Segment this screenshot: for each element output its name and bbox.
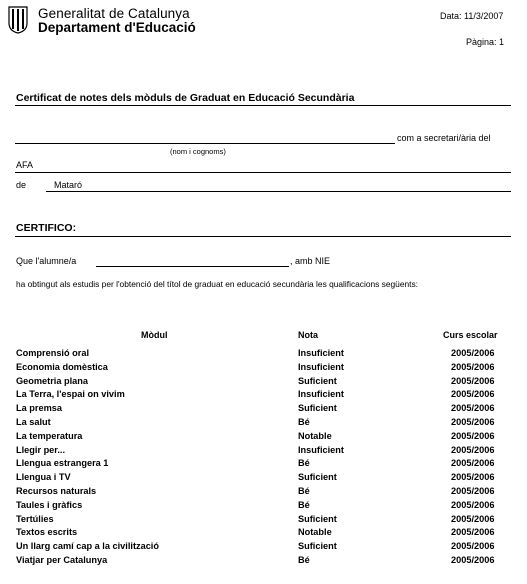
table-row <box>0 472 527 486</box>
table-row <box>0 403 527 417</box>
grade-value: Insuficient <box>298 361 344 372</box>
table-row <box>0 417 527 431</box>
school-year: 2005/2006 <box>451 472 495 483</box>
school-year: 2005/2006 <box>451 499 495 510</box>
module-name: Comprensió oral <box>16 348 90 358</box>
column-header-year: Curs escolar <box>443 330 498 340</box>
entity-name: AFA <box>16 160 34 170</box>
module-name: Recursos naturals <box>16 486 97 496</box>
column-header-grade: Nota <box>298 330 318 340</box>
name-hint: (nom i cognoms) <box>170 147 226 156</box>
module-name: Llengua i TV <box>16 472 71 483</box>
title-divider <box>15 105 511 106</box>
table-row <box>0 445 527 459</box>
table-row <box>0 527 527 541</box>
table-row <box>0 514 527 528</box>
school-year: 2005/2006 <box>451 361 495 372</box>
table-row <box>0 458 527 472</box>
table-row <box>0 348 527 362</box>
module-name: Llengua estrangera 1 <box>16 458 109 469</box>
school-year: 2005/2006 <box>451 348 495 358</box>
student-name-line <box>96 266 289 267</box>
school-year: 2005/2006 <box>451 375 495 386</box>
grade-value: Suficient <box>298 541 337 552</box>
module-name: Geometria plana <box>16 375 88 386</box>
department-name: Departament d'Educació <box>38 20 196 35</box>
table-row <box>0 541 527 555</box>
table-row <box>0 555 527 569</box>
table-row <box>0 486 527 500</box>
grade-value: Notable <box>298 527 332 538</box>
module-name: La temperatura <box>16 430 83 441</box>
school-year: 2005/2006 <box>451 403 495 414</box>
grade-value: Bé <box>298 555 310 565</box>
grade-value: Insuficient <box>298 444 344 455</box>
document-date: Data: 11/3/2007 <box>440 11 504 21</box>
module-name: Tertúlies <box>16 513 54 524</box>
town-line <box>46 191 511 192</box>
grade-value: Bé <box>298 486 310 496</box>
org-name: Generalitat de Catalunya <box>38 6 190 21</box>
column-header-module: Mòdul <box>141 330 168 340</box>
grade-value: Insuficient <box>298 389 344 400</box>
school-year: 2005/2006 <box>451 541 495 552</box>
module-name: Un llarg camí cap a la civilització <box>16 541 159 552</box>
school-year: 2005/2006 <box>451 444 495 455</box>
table-row <box>0 500 527 514</box>
table-row <box>0 376 527 390</box>
grade-value: Insuficient <box>298 348 344 358</box>
entity-line <box>15 172 511 173</box>
grade-value: Notable <box>298 430 332 441</box>
student-label: Que l'alumne/a <box>16 256 77 266</box>
module-name: Llegir per... <box>16 444 66 455</box>
school-year: 2005/2006 <box>451 555 495 565</box>
statement-text: ha obtingut als estudis per l'obtenció del títol de graduat en educació secundària les qualificacions següents: <box>16 279 418 289</box>
school-year: 2005/2006 <box>451 527 495 538</box>
grade-value: Suficient <box>298 403 337 414</box>
module-name: La premsa <box>16 403 62 414</box>
certify-divider <box>15 236 511 237</box>
module-name: Textos escrits <box>16 527 78 538</box>
secretary-name-line <box>15 143 395 144</box>
nie-redacted-mark <box>372 260 430 266</box>
grade-value: Bé <box>298 499 310 510</box>
town-name: Mataró <box>54 180 83 190</box>
page-number: Pàgina: 1 <box>466 37 505 47</box>
school-year: 2005/2006 <box>451 430 495 441</box>
school-year: 2005/2006 <box>451 486 495 496</box>
generalitat-logo-icon <box>8 6 28 34</box>
table-row <box>0 431 527 445</box>
school-year: 2005/2006 <box>451 458 495 469</box>
document-title: Certificat de notes dels mòduls de Graduat en Educació Secundària <box>16 92 355 104</box>
of-label: de <box>16 180 27 190</box>
module-name: La salut <box>16 417 51 427</box>
school-year: 2005/2006 <box>451 513 495 524</box>
grade-value: Suficient <box>298 513 337 524</box>
table-row <box>0 362 527 376</box>
secretary-suffix: com a secretari/ària del <box>397 133 491 143</box>
certify-heading: CERTIFICO: <box>16 222 77 234</box>
module-name: Taules i gràfics <box>16 499 83 510</box>
grade-value: Suficient <box>298 375 337 386</box>
nie-label: , amb NIE <box>290 256 331 266</box>
table-row <box>0 389 527 403</box>
grade-value: Suficient <box>298 472 337 483</box>
school-year: 2005/2006 <box>451 389 495 400</box>
module-name: La Terra, l'espai on vivim <box>16 389 125 400</box>
school-year: 2005/2006 <box>451 417 495 427</box>
grade-value: Bé <box>298 458 310 469</box>
module-name: Viatjar per Catalunya <box>16 555 108 565</box>
module-name: Economia domèstica <box>16 361 108 372</box>
grade-value: Bé <box>298 417 310 427</box>
